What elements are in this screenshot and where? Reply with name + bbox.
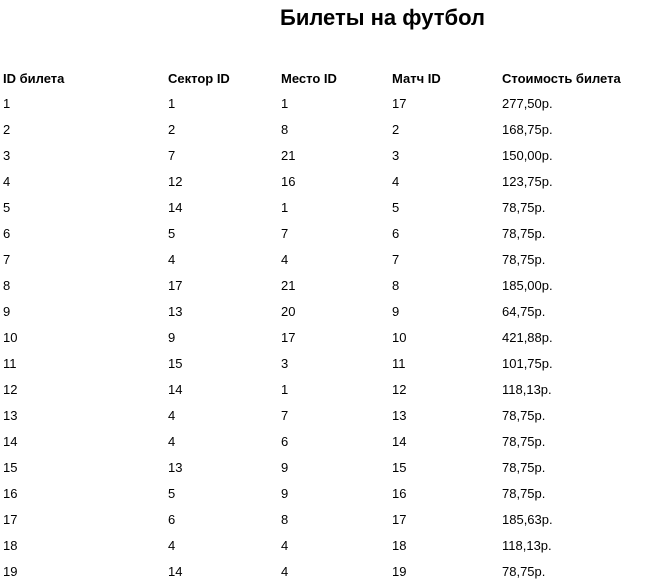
match-id-cell: 9 bbox=[392, 303, 400, 319]
ticket-id-cell: 2 bbox=[3, 121, 11, 137]
match-id-cell: 16 bbox=[392, 485, 407, 501]
ticket-id-cell: 11 bbox=[3, 355, 17, 371]
tickets-table bbox=[3, 66, 646, 584]
match-id-cell: 2 bbox=[392, 121, 400, 137]
ticket-price-cell: 78,75р. bbox=[502, 225, 546, 241]
table-header bbox=[3, 66, 646, 90]
match-id-cell: 5 bbox=[392, 199, 400, 215]
seat-id-cell: 3 bbox=[281, 355, 289, 371]
ticket-id-cell: 14 bbox=[3, 433, 18, 449]
sector-id-cell: 13 bbox=[168, 459, 183, 475]
seat-id-cell: 4 bbox=[281, 251, 289, 267]
sector-id-cell: 6 bbox=[168, 511, 176, 527]
sector-id-cell: 14 bbox=[168, 381, 183, 397]
seat-id-cell: 4 bbox=[281, 537, 289, 553]
table-row bbox=[3, 480, 646, 506]
match-id-cell: 3 bbox=[392, 147, 400, 163]
table-row bbox=[3, 194, 646, 220]
ticket-id-cell: 3 bbox=[3, 147, 11, 163]
seat-id-cell: 20 bbox=[281, 303, 296, 319]
seat-id-cell: 21 bbox=[281, 147, 296, 163]
seat-id-cell: 7 bbox=[281, 407, 289, 423]
sector-id-cell: 13 bbox=[168, 303, 183, 319]
match-id-cell: 14 bbox=[392, 433, 407, 449]
seat-id-cell: 7 bbox=[281, 225, 289, 241]
ticket-price-cell: 78,75р. bbox=[502, 407, 546, 423]
seat-id-cell: 17 bbox=[281, 329, 296, 345]
column-header-ticket-price: Стоимость билета bbox=[502, 70, 621, 86]
table-row bbox=[3, 116, 646, 142]
match-id-cell: 19 bbox=[392, 563, 407, 579]
table-row bbox=[3, 298, 646, 324]
table-row bbox=[3, 272, 646, 298]
seat-id-cell: 1 bbox=[281, 199, 289, 215]
table-row bbox=[3, 376, 646, 402]
match-id-cell: 12 bbox=[392, 381, 407, 397]
sector-id-cell: 15 bbox=[168, 355, 183, 371]
ticket-id-cell: 6 bbox=[3, 225, 11, 241]
sector-id-cell: 4 bbox=[168, 433, 176, 449]
ticket-id-cell: 15 bbox=[3, 459, 18, 475]
ticket-price-cell: 123,75р. bbox=[502, 173, 553, 189]
ticket-id-cell: 16 bbox=[3, 485, 18, 501]
match-id-cell: 8 bbox=[392, 277, 400, 293]
sector-id-cell: 17 bbox=[168, 277, 183, 293]
ticket-id-cell: 17 bbox=[3, 511, 18, 527]
table-row bbox=[3, 428, 646, 454]
sector-id-cell: 14 bbox=[168, 563, 183, 579]
ticket-price-cell: 78,75р. bbox=[502, 199, 546, 215]
seat-id-cell: 9 bbox=[281, 459, 289, 475]
table-row bbox=[3, 454, 646, 480]
seat-id-cell: 9 bbox=[281, 485, 289, 501]
ticket-id-cell: 18 bbox=[3, 537, 18, 553]
sector-id-cell: 9 bbox=[168, 329, 176, 345]
ticket-id-cell: 7 bbox=[3, 251, 11, 267]
seat-id-cell: 4 bbox=[281, 563, 289, 579]
match-id-cell: 4 bbox=[392, 173, 400, 189]
match-id-cell: 13 bbox=[392, 407, 407, 423]
sector-id-cell: 4 bbox=[168, 407, 176, 423]
sector-id-cell: 1 bbox=[168, 95, 176, 111]
ticket-price-cell: 101,75р. bbox=[502, 355, 553, 371]
sector-id-cell: 4 bbox=[168, 251, 176, 267]
seat-id-cell: 1 bbox=[281, 381, 289, 397]
sector-id-cell: 2 bbox=[168, 121, 176, 137]
column-header-sector-id: Сектор ID bbox=[168, 70, 230, 86]
match-id-cell: 15 bbox=[392, 459, 407, 475]
table-row bbox=[3, 350, 646, 376]
seat-id-cell: 6 bbox=[281, 433, 289, 449]
table-body bbox=[3, 90, 646, 584]
ticket-price-cell: 78,75р. bbox=[502, 459, 546, 475]
table-row bbox=[3, 532, 646, 558]
seat-id-cell: 21 bbox=[281, 277, 296, 293]
column-header-match-id: Матч ID bbox=[392, 70, 441, 86]
match-id-cell: 7 bbox=[392, 251, 400, 267]
ticket-price-cell: 185,00р. bbox=[502, 277, 553, 293]
ticket-price-cell: 118,13р. bbox=[502, 537, 552, 553]
ticket-price-cell: 277,50р. bbox=[502, 95, 553, 111]
ticket-id-cell: 13 bbox=[3, 407, 18, 423]
table-row bbox=[3, 506, 646, 532]
sector-id-cell: 5 bbox=[168, 485, 176, 501]
table-row bbox=[3, 246, 646, 272]
ticket-price-cell: 78,75р. bbox=[502, 433, 546, 449]
seat-id-cell: 8 bbox=[281, 511, 289, 527]
ticket-price-cell: 118,13р. bbox=[502, 381, 552, 397]
ticket-price-cell: 78,75р. bbox=[502, 485, 546, 501]
seat-id-cell: 16 bbox=[281, 173, 296, 189]
table-row bbox=[3, 142, 646, 168]
match-id-cell: 10 bbox=[392, 329, 407, 345]
ticket-id-cell: 4 bbox=[3, 173, 11, 189]
ticket-id-cell: 12 bbox=[3, 381, 18, 397]
column-header-seat-id: Место ID bbox=[281, 70, 337, 86]
ticket-id-cell: 5 bbox=[3, 199, 11, 215]
ticket-id-cell: 1 bbox=[3, 95, 11, 111]
seat-id-cell: 1 bbox=[281, 95, 289, 111]
ticket-id-cell: 8 bbox=[3, 277, 11, 293]
match-id-cell: 17 bbox=[392, 95, 407, 111]
ticket-price-cell: 150,00р. bbox=[502, 147, 553, 163]
table-row bbox=[3, 220, 646, 246]
column-header-ticket-id: ID билета bbox=[3, 70, 65, 86]
ticket-price-cell: 64,75р. bbox=[502, 303, 546, 319]
match-id-cell: 17 bbox=[392, 511, 407, 527]
ticket-id-cell: 19 bbox=[3, 563, 18, 579]
ticket-price-cell: 168,75р. bbox=[502, 121, 553, 137]
report-title: Билеты на футбол bbox=[280, 5, 485, 30]
ticket-id-cell: 9 bbox=[3, 303, 11, 319]
ticket-price-cell: 421,88р. bbox=[502, 329, 553, 345]
sector-id-cell: 4 bbox=[168, 537, 176, 553]
seat-id-cell: 8 bbox=[281, 121, 289, 137]
sector-id-cell: 5 bbox=[168, 225, 176, 241]
ticket-price-cell: 185,63р. bbox=[502, 511, 553, 527]
sector-id-cell: 7 bbox=[168, 147, 176, 163]
table-row bbox=[3, 90, 646, 116]
match-id-cell: 11 bbox=[392, 355, 406, 371]
ticket-price-cell: 78,75р. bbox=[502, 251, 546, 267]
sector-id-cell: 14 bbox=[168, 199, 183, 215]
match-id-cell: 18 bbox=[392, 537, 407, 553]
table-row bbox=[3, 558, 646, 584]
match-id-cell: 6 bbox=[392, 225, 400, 241]
table-row bbox=[3, 324, 646, 350]
table-row bbox=[3, 402, 646, 428]
ticket-price-cell: 78,75р. bbox=[502, 563, 546, 579]
sector-id-cell: 12 bbox=[168, 173, 183, 189]
table-row bbox=[3, 168, 646, 194]
ticket-id-cell: 10 bbox=[3, 329, 18, 345]
